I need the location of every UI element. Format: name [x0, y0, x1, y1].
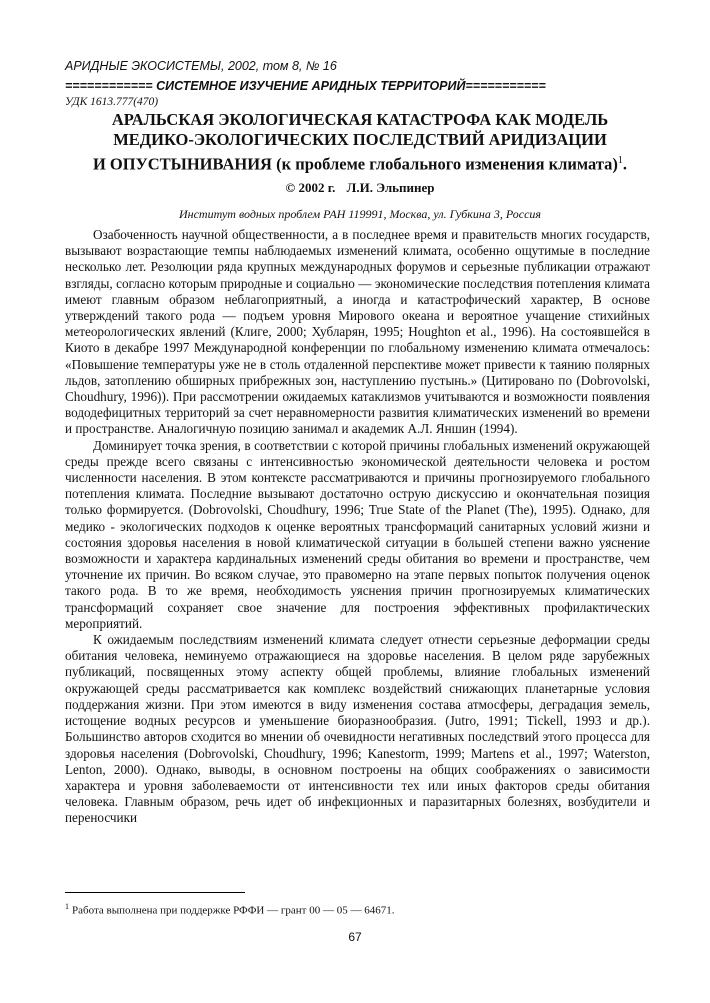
udk-code: УДК 1613.777(470) [65, 96, 159, 108]
footnote-mark: 1 [65, 902, 69, 911]
byline [60, 180, 660, 196]
title-footnote-mark[interactable]: 1 [617, 155, 623, 166]
section-heading: ============ СИСТЕМНОЕ ИЗУЧЕНИЕ АРИДНЫХ ТЕРРИТОРИЙ=========== [65, 79, 546, 93]
paragraph: Доминирует точка зрения, в соответствии с которой причины глобальных изменений окружающей среды прежде всего связаны с интенсивностью экономической деятельности человека и ростом численности населения. В этом контексте рассматриваются и причины прогнозируемого глобального потепления климата. Последние вызывают достаточно острую дискуссию и окончательная позиция только формируется. (Dobrovolski, Choudhury, 1996; True State of the Planet (The), 1995). Однако, для медико - экологических подходов к оценке вероятных трансформаций санитарных условий жизни и состояния здоровья населения в новой климатической ситуации в большей степени важно уяснение возможности и характера кардинальных изменений среды обитания во времени и пространстве, чем уточнение их причин. Во всяком случае, это правомерно на этапе первых попыток получения оценок такого рода. В то же время, необходимость уяснения причин прогнозируемых климатических трансформаций сохраняет свое значение для построения эффективных профилактических мероприятий. [65, 437, 650, 631]
footnote [65, 902, 394, 917]
article-body [65, 227, 650, 827]
copyright-year: © 2002 г. [285, 180, 336, 195]
title-line-3 [60, 151, 660, 175]
footnote-divider [65, 892, 245, 893]
page-number: 67 [348, 930, 362, 944]
author-name: Л.И. Эльпинер [346, 180, 435, 195]
footnote-text: Работа выполнена при поддержке РФФИ — грант 00 — 05 — 64671. [72, 904, 395, 917]
paragraph: К ожидаемым последствиям изменений климата следует отнести серьезные деформации среды обитания человека, неминуемо отражающиеся на здоровье населения. В целом ряде зарубежных публикаций, посвященных этому аспекту общей проблемы, влияние глобальных изменений окружающей среды рассматривается как комплекс воздействий снижающих планетарные условия поддержания жизни. При этом имеются в виду изменения состава атмосферы, деградация земель, истощение водных ресурсов и уменьшение биоразнообразия. (Jutro, 1991; Tickell, 1993 и др.). Большинство авторов сходится во мнении об очевидности негативных последствий этого процесса для здоровья населения (Dobrovolski, Choudhury, 1996; Kanestorm, 1999; Martens et al., 1997; Waterston, Lenton, 2000). Однако, выводы, в основном построены на общих соображениях о зависимости характера и уровня заболеваемости от интенсивности тех или иных факторов среды обитания человека. Главным образом, речь идет об инфекционных и паразитарных болезнях, возбудители и переносчики [65, 632, 650, 826]
title-line-1: АРАЛЬСКАЯ ЭКОЛОГИЧЕСКАЯ КАТАСТРОФА КАК МОДЕЛЬ [111, 110, 609, 129]
title-line-3-text: И ОПУСТЫНИВАНИЯ (к проблеме глобального изменения климата) [92, 154, 618, 174]
title-end-mark: . [622, 154, 628, 174]
paragraph: Озабоченность научной общественности, а в последнее время и правительств многих государств, вызывают возрастающие темпы наблюдаемых изменений климата, особенно ощутимые в последние несколько лет. Резолюции ряда крупных международных форумов и серьезные публикации отражают взгляды, согласно которым природные и социально — экономические последствия потепления климата имеют главным образом неблагоприятный, а иногда и катастрофический характер, В основе утверждений такого рода — подъем уровня Мирового океана и вероятное учащение стихийных метеорологических явлений (Клиге, 2000; Хубларян, 1995; Houghton et al., 1996). На состоявшейся в Киото в декабре 1997 Международной конференции по глобальному изменению климата отмечалось: «Повышение температуры уже не в столь отдаленной перспективе может привести к таянию полярных льдов, затоплению обширных прибрежных зон, наступлению пустынь.» (Цитировано по (Dobrovolski, Choudhury, 1996)). При рассмотрении ожидаемых катаклизмов учитываются и возможности появления вододефицитных территорий за счет неравномерности развития климатических изменений во времени и пространстве. Аналогичную позицию занимал и академик А.Л. Яншин (1994). [65, 227, 650, 437]
title-line-2: МЕДИКО-ЭКОЛОГИЧЕСКИХ ПОСЛЕДСТВИЙ АРИДИЗАЦИИ [113, 130, 607, 149]
affiliation: Институт водных проблем РАН 119991, Москва, ул. Губкина 3, Россия [178, 207, 541, 221]
journal-header: АРИДНЫЕ ЭКОСИСТЕМЫ, 2002, том 8, № 16 [65, 59, 337, 73]
